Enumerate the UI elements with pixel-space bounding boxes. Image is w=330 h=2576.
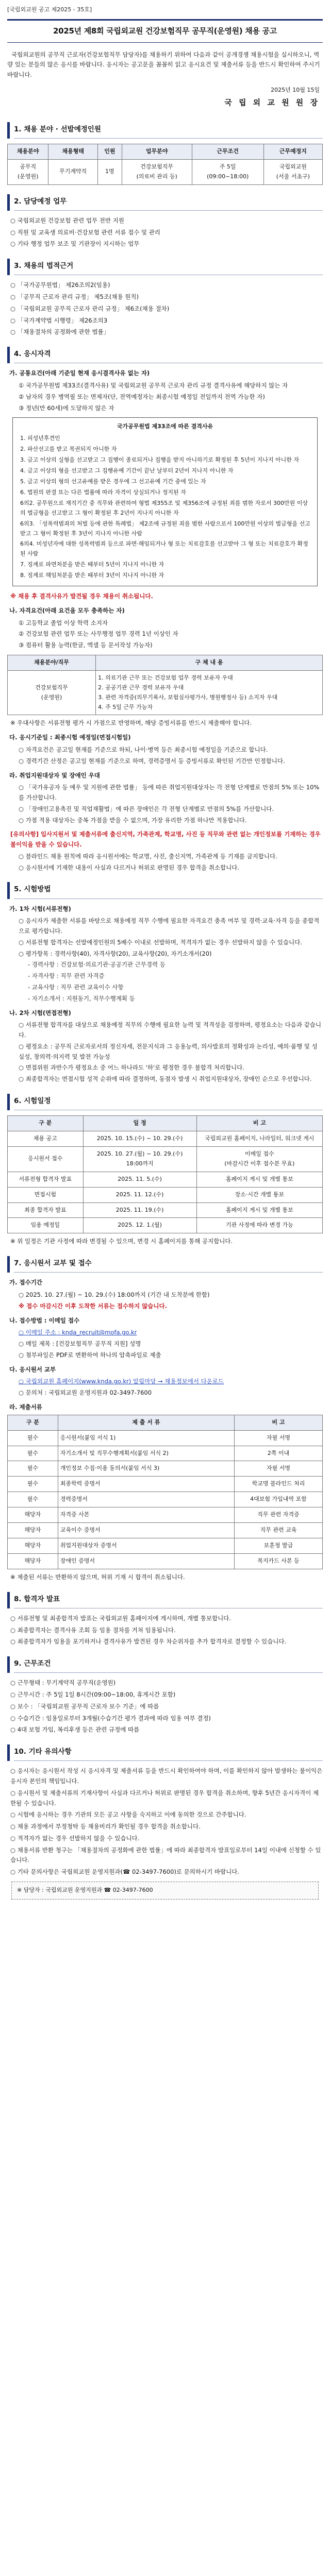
subsection-title: 다. 응시기준일 : 최종시험 예정일(면접시험일) — [9, 734, 131, 741]
list-item: ○ 가점 적용 대상자는 중복 가점을 받을 수 없으며, 가장 유리한 가점 하나만 적용합니다. — [19, 816, 247, 824]
list-item: 5. 금고 이상의 형의 선고유예를 받은 경우에 그 선고유예 기간 중에 있는 자 — [20, 478, 206, 485]
section-conditions — [7, 1656, 323, 1735]
list-item: 8. 징계로 해임처분을 받은 때부터 3년이 지나지 아니한 자 — [20, 572, 164, 579]
list-item: ○ 근무형태 : 무기계약직 공무직(운영원) — [10, 1679, 116, 1687]
th-count: 인원 — [98, 144, 122, 159]
list-item: - 자기소개서 : 지원동기, 직무수행계획 등 — [28, 994, 135, 1002]
table-row: 필수 응시원서(붙임 서식 1) 자필 서명 — [8, 1430, 323, 1446]
section-recruitment-field — [7, 122, 323, 185]
table-row: 건강보험직무 (운영원) 1. 의료기관 근무 또는 건강보험 업무 경력 보유자 우대 2. 공공기관 근무 경력 보유자 우대 3. 관련 자격증(의무기록사, 보험심사평가사, 병원행정사 등) 소지자 우대 4. 주 5일 근무 가능자 — [8, 670, 323, 715]
list-item: ○ 서류전형 합격자는 선발예정인원의 5배수 이내로 선발하며, 적격자가 없는 경우 선발하지 않을 수 있습니다. — [19, 938, 302, 946]
list-item: ○ 기타 행정 업무 보조 및 기관장이 지시하는 업무 — [10, 240, 140, 248]
list-item: ○ 보수 : 「국립외교원 공무직 근로자 보수 기준」에 따름 — [10, 1702, 159, 1710]
list-item: ○ 첨부파일은 PDF로 변환하여 하나의 압축파일로 제출 — [19, 1351, 161, 1359]
th-condition: 근무조건 — [192, 144, 263, 159]
table-row: 필수 자기소개서 및 직무수행계획서(붙임 서식 2) 2쪽 이내 — [8, 1446, 323, 1461]
warning-text: ※ 접수 마감시간 이후 도착한 서류는 접수하지 않습니다. — [19, 1302, 167, 1310]
table-row: 해당자 취업지원대상자 증명서 보훈청 발급 — [8, 1538, 323, 1553]
list-item: ○ 최종합격자는 면접시험 성적 순위에 따라 결정하며, 동점자 발생 시 취업지원대상자, 장애인 순으로 우선합니다. — [19, 1075, 312, 1083]
list-item: 2. 파산선고를 받고 복권되지 아니한 자 — [20, 446, 117, 453]
list-item: ○ 직원 및 교육생 의료비·건강보험 관련 서류 접수 및 관리 — [10, 228, 160, 236]
list-item: 7. 징계로 파면처분을 받은 때부터 5년이 지나지 아니한 자 — [20, 561, 164, 568]
list-item: ③ 컴퓨터 활용 능력(한글, 엑셀 등 문서작성 가능자) — [19, 641, 153, 649]
table-row: 임용 예정일 2025. 12. 1.(월) 기관 사정에 따라 변경 가능 — [8, 1218, 323, 1233]
section-title: 10. 기타 유의사항 — [14, 1744, 323, 1761]
preference-table: 채용분야/직무 구 체 내 용 건강보험직무 (운영원) 1. 의료기관 근무 또는 건강보험 업무 경력 보유자 우대 2. 공공기관 근무 경력 보유자 우대 3. 관련 자격증(의무기록사, 보험심사평가사, 병원행정사 등) 소지자 우대 4. 주 5일 근무 가능자 — [7, 655, 323, 716]
section-qualifications — [7, 347, 323, 873]
list-item: ○ 2025. 10. 27.(월) ~ 10. 29.(수) 18:00까지 (기간 내 도착분에 한함) — [19, 1291, 210, 1299]
subsection-title: 나. 2차 시험(면접전형) — [9, 1009, 71, 1016]
list-item: 3. 금고 이상의 실형을 선고받고 그 집행이 종료되거나 집행을 받지 아니하기로 확정된 후 5년이 지나지 아니한 자 — [20, 456, 299, 464]
signature-block — [7, 86, 320, 110]
table-row: 필수 경력증명서 4대보험 가입내역 포함 — [8, 1492, 323, 1507]
list-item: - 경력사항 : 건강보험·의료기관·공공기관 근무경력 등 — [28, 961, 166, 969]
list-item: ○ 응시자가 제출한 서류를 바탕으로 채용예정 직무 수행에 필요한 자격요건 충족 여부 및 경력·교육·자격 등을 종합적으로 평가합니다. — [19, 917, 320, 935]
subsection-title: 나. 자격요건(아래 요건을 모두 충족하는 자) — [9, 606, 125, 614]
table-row: 필수 최종학력 증명서 학교명 블라인드 처리 — [8, 1477, 323, 1492]
subsection-title: 라. 취업지원대상자 및 장애인 우대 — [9, 771, 100, 779]
notice-date: 2025년 10월 15일 — [271, 87, 320, 93]
th-field: 채용분야 — [8, 144, 48, 159]
list-item: ○ 4대 보험 가입, 복리후생 등은 관련 규정에 따름 — [10, 1726, 140, 1734]
table-row: 필수 개인정보 수집·이용 동의서(붙임 서식 3) 자필 서명 — [8, 1461, 323, 1477]
list-item: 1. 피성년후견인 — [20, 435, 60, 442]
blind-warning: [유의사항] 입사지원서 및 제출서류에 출신지역, 가족관계, 학교명, 사진 등 직무와 관련 없는 개인정보를 기재하는 경우 불이익을 받을 수 있습니다. — [10, 831, 321, 849]
list-item: ○ 채용서류 반환 청구는 「채용절차의 공정화에 관한 법률」에 따라 최종합격자 발표일로부터 14일 이내에 신청할 수 있습니다. — [10, 1846, 321, 1864]
section-announcement — [7, 1592, 323, 1648]
table-row: 해당자 장애인 증명서 복지카드 사본 등 — [8, 1553, 323, 1569]
notice-number: [국립외교원 공고 제2025 - 35호] — [7, 6, 92, 13]
list-item: ③ 정년(만 60세)에 도달하지 않은 자 — [19, 404, 114, 412]
section-title: 3. 채용의 법적근거 — [14, 259, 323, 275]
list-item: ○ 응시자는 응시원서 작성 시 응시자격 및 제출서류 등을 반드시 확인하여야 하며, 이를 확인하지 않아 발생하는 불이익은 응시자 본인의 책임입니다. — [10, 1767, 323, 1785]
list-item: ○ 응시원서 및 제출서류의 기재사항이 사실과 다르거나 허위로 판명된 경우 합격을 취소하며, 향후 5년간 응시자격이 제한될 수 있습니다. — [10, 1789, 319, 1807]
th-type: 채용형태 — [48, 144, 98, 159]
list-item: ○ 블라인드 채용 원칙에 따라 응시원서에는 학교명, 사진, 출신지역, 가족관계 등 기재를 금지합니다. — [19, 852, 277, 860]
list-item: ○ 경력기간 산정은 공고일 현재를 기준으로 하며, 경력증명서 등 증빙서류로 확인된 기간만 인정합니다. — [19, 757, 285, 765]
email-link[interactable]: ○ 이메일 주소 : knda_recruit@mofa.go.kr — [19, 1329, 137, 1336]
list-item: 6. 법원의 판결 또는 다른 법률에 따라 자격이 상실되거나 정지된 자 — [20, 488, 186, 496]
notice-title: 2025년 제8회 국립외교원 건강보험직무 공무직(운영원) 채용 공고 — [7, 19, 323, 43]
section-title: 6. 시험일정 — [14, 1094, 323, 1110]
list-item: ○ 「국가유공자 등 예우 및 지원에 관한 법률」 등에 따른 취업지원대상자는 각 전형 단계별로 만점의 5% 또는 10%를 가산합니다. — [19, 784, 320, 802]
list-item: ○ 「국가계약법 시행령」 제26조의3 — [10, 316, 108, 324]
section-title: 2. 담당예정 업무 — [14, 194, 323, 211]
subsection-title: 가. 공통요건(아래 기준일 현재 응시결격사유 없는 자) — [9, 369, 150, 377]
list-item: ② 건강보험 관련 업무 또는 사무행정 업무 경력 1년 이상인 자 — [19, 630, 178, 638]
subsection-title: 나. 접수방법 : 이메일 접수 — [9, 1316, 80, 1324]
list-item: ○ 면접위원 과반수가 평정요소 중 어느 하나라도 '하'로 평정한 경우 불합격 처리합니다. — [19, 1064, 244, 1072]
warning-text: ※ 채용 후 결격사유가 발견될 경우 채용이 취소됩니다. — [10, 592, 153, 600]
list-item: ○ 문의처 : 국립외교원 운영지원과 02-3497-7600 — [19, 1389, 152, 1397]
list-item: ○ 서류전형 합격자를 대상으로 채용예정 직무의 수행에 필요한 능력 및 적격성을 검정하며, 평정요소는 다음과 같습니다. — [19, 1021, 321, 1039]
section-title: 8. 합격자 발표 — [14, 1592, 323, 1608]
list-item: ○ 응시원서에 기재한 내용이 사실과 다르거나 허위로 판명된 경우 합격을 취소합니다. — [19, 863, 239, 871]
th-duty: 업무분야 — [122, 144, 192, 159]
list-item: 6의3. 「성폭력범죄의 처벌 등에 관한 특례법」 제2조에 규정된 죄를 범한 사람으로서 100만원 이상의 벌금형을 선고받고 그 형이 확정된 후 3년이 지나지 아니한 사람 — [20, 520, 310, 537]
list-item: 6의4. 미성년자에 대한 성폭력범죄 등으로 파면·해임되거나 형 또는 치료감호를 선고받아 그 형 또는 치료감호가 확정된 사람 — [20, 540, 308, 557]
list-item: ○ 서류전형 및 최종합격자 발표는 국립외교원 홈페이지에 게시하며, 개별 통보합니다. — [10, 1614, 231, 1622]
list-item: ○ 기타 문의사항은 국립외교원 운영지원과(☎ 02-3497-7600)로 문의하시기 바랍니다. — [10, 1868, 239, 1876]
section-title: 4. 응시자격 — [14, 347, 323, 363]
list-item: - 자격사항 : 직무 관련 자격증 — [28, 972, 105, 980]
list-item: ○ 자격요건은 공고일 현재를 기준으로 하되, 나이·병역 등은 최종시험 예정일을 기준으로 합니다. — [19, 745, 268, 753]
list-item: - 교육사항 : 직무 관련 교육이수 사항 — [28, 983, 124, 991]
list-item: ○ 최종합격자가 임용을 포기하거나 결격사유가 발견된 경우 차순위자를 추가 합격자로 결정할 수 있습니다. — [10, 1638, 287, 1646]
disqualification-box — [12, 417, 318, 586]
schedule-table: 구 분 일 정 비 고 채용 공고 2025. 10. 15.(수) ~ 10. 29.(수) 국립외교원 홈페이지, 나라일터, 워크넷 게시 응시원서 접수 2025. 10. 27.(월) ~ 10. 29.(수) 18:00까지 이메일 접수 (마감시간 이후 접수분 무효) 서류전형 합격자 발표 2025. 11. 5.(수) 홈페이지 게시 및 개별 통보 면접시험 2025. 11. 12.(수) 장소·시간 개별 통보 최종 합격자 발표 2025. 11. 19.(수) 홈페이지 게시 및 개별 통보 임용 예정일 2025. 12. 1.(월) 기관 사정에 따라 변경 가능 — [7, 1115, 323, 1233]
note-text: ※ 우대사항은 서류전형 평가 시 가점으로 반영하며, 해당 증빙서류를 반드시 제출해야 합니다. — [10, 719, 252, 727]
contact-box: ※ 담당자 : 국립외교원 운영지원과 ☎ 02-3497-7600 — [11, 1882, 319, 1900]
section-exam-method — [7, 882, 323, 1084]
documents-table: 구 분 제 출 서 류 비 고 필수 응시원서(붙임 서식 1) 자필 서명 필수 자기소개서 및 직무수행계획서(붙임 서식 2) 2쪽 이내 필수 개인정보 수집·이용 동의서(붙임 서식 3) 자필 서명 필수 최종학력 증명서 학교명 블라인드 처리 필수 경력증명서 4대보험 가입내역 포함 해당자 자격증 사본 직무 관련 자격증 해당자 교육이수 증명서 직무 관련 교육 해당자 취업지원대상자 증명서 보훈청 발급 해당자 장애인 증명서 복지카드 사본 등 — [7, 1415, 323, 1569]
table-row: 공무직 (운영원) 무기계약직 1명 건강보험직무 (의료비 관리 등) 주 5일 (09:00~18:00) 국립외교원 (서울 서초구) — [8, 159, 323, 184]
list-item: ○ 「공무직 근로자 관리 규정」 제5조(채용 원칙) — [10, 293, 139, 301]
section-title: 5. 시험방법 — [14, 882, 323, 899]
section-notes — [7, 1744, 323, 1900]
list-item: ○ 최종합격자는 결격사유 조회 등 임용 절차를 거쳐 임용됩니다. — [10, 1626, 176, 1634]
list-item: ① 고등학교 졸업 이상 학력 소지자 — [19, 619, 108, 626]
recruitment-table — [7, 144, 323, 185]
issuing-org: 국 립 외 교 원 원 장 — [224, 97, 320, 107]
table-row: 응시원서 접수 2025. 10. 27.(월) ~ 10. 29.(수) 18:00까지 이메일 접수 (마감시간 이후 접수분 무효) — [8, 1146, 323, 1172]
table-row: 채용 공고 2025. 10. 15.(수) ~ 10. 29.(수) 국립외교원 홈페이지, 나라일터, 워크넷 게시 — [8, 1131, 323, 1146]
subsection-title: 다. 응시원서 교부 — [9, 1365, 56, 1373]
subsection-title: 가. 접수기간 — [9, 1279, 42, 1286]
section-title: 7. 응시원서 교부 및 접수 — [14, 1256, 323, 1273]
list-item: ○ 근무시간 : 주 5일 1일 8시간(09:00~18:00, 휴게시간 포함) — [10, 1691, 176, 1699]
section-title: 9. 근무조건 — [14, 1656, 323, 1673]
list-item: ○ 평가항목 : 경력사항(40), 자격사항(20), 교육사항(20), 자기소개서(20) — [19, 950, 212, 957]
table-row: 해당자 교육이수 증명서 직무 관련 교육 — [8, 1523, 323, 1538]
th-location: 근무예정지 — [263, 144, 322, 159]
list-item: ○ 「채용절차의 공정화에 관한 법률」 — [10, 328, 110, 336]
notice-intro: 국립외교원의 공무직 근로자(건강보험직무 담당자)를 채용하기 위하여 다음과 같이 공개경쟁 채용시험을 실시하오니, 역량 있는 분들의 많은 응시를 바랍니다. 응시자는 공고문을 꼼꼼히 읽고 응시요건 및 제출서류 등을 반드시 확인하여 주시기 바랍니다. — [7, 50, 320, 79]
list-item: ○ 수습기간 : 임용일로부터 3개월(수습기간 평가 결과에 따라 임용 여부 결정) — [10, 1714, 211, 1722]
list-item: ○ 국립외교원 건강보험 관련 업무 전반 지원 — [10, 216, 124, 224]
disqualification-title: 국가공무원법 제33조에 따른 결격사유 — [117, 423, 213, 430]
list-item: ○ 메일 제목 : [건강보험직무 공무직 지원] 성명 — [19, 1340, 141, 1348]
table-row: 서류전형 합격자 발표 2025. 11. 5.(수) 홈페이지 게시 및 개별 통보 — [8, 1172, 323, 1187]
list-item: ○ 「장애인고용촉진 및 직업재활법」에 따른 장애인은 각 전형 단계별로 만점의 5%를 가산합니다. — [19, 805, 274, 812]
section-title: 1. 채용 분야 · 선발예정인원 — [14, 122, 323, 139]
list-item: ① 국가공무원법 제33조(결격사유) 및 국립외교원 공무직 근로자 관리 규정 결격사유에 해당하지 않는 자 — [19, 382, 288, 389]
note-text: ※ 제출된 서류는 반환하지 않으며, 허위 기재 시 합격이 취소됩니다. — [10, 1573, 185, 1581]
note-text: ※ 위 일정은 기관 사정에 따라 변경될 수 있으며, 변경 시 홈페이지를 통해 공지합니다. — [10, 1238, 233, 1245]
section-schedule — [7, 1094, 323, 1247]
list-item: ○ 채용 과정에서 부정청탁 등 채용비리가 확인될 경우 합격을 취소합니다. — [10, 1823, 201, 1831]
homepage-link[interactable]: ○ 국립외교원 홈페이지(www.knda.go.kr) 알림마당 → 채용정보에서 다운로드 — [19, 1378, 224, 1385]
section-duties — [7, 194, 323, 250]
list-item: 4. 금고 이상의 형을 선고받고 그 집행유예 기간이 끝난 날부터 2년이 지나지 아니한 자 — [20, 467, 234, 474]
subsection-title: 라. 제출서류 — [9, 1403, 42, 1411]
list-item: ○ 「국립외교원 공무직 근로자 관리 규정」 제6조(채용 절차) — [10, 304, 170, 312]
subsection-title: 가. 1차 시험(서류전형) — [9, 905, 71, 912]
list-item: ○ 「국가공무원법」 제26조의2(임용) — [10, 281, 110, 289]
section-legal-basis — [7, 259, 323, 337]
list-item: ○ 평정요소 : 공무직 근로자로서의 정신자세, 전문지식과 그 응용능력, 의사발표의 정확성과 논리성, 예의·품행 및 성실성, 창의력·의지력 및 발전 가능성 — [19, 1042, 318, 1060]
list-item: ② 남자의 경우 병역필 또는 면제자(단, 전역예정자는 최종시험 예정일 전일까지 전역 가능한 자) — [19, 393, 265, 400]
table-row: 해당자 자격증 사본 직무 관련 자격증 — [8, 1507, 323, 1523]
table-row: 최종 합격자 발표 2025. 11. 19.(수) 홈페이지 게시 및 개별 통보 — [8, 1202, 323, 1218]
list-item: ○ 시험에 응시하는 경우 기관의 모든 공고 사항을 숙지하고 이에 동의한 것으로 간주합니다. — [10, 1811, 246, 1819]
section-application — [7, 1256, 323, 1582]
table-row: 면접시험 2025. 11. 12.(수) 장소·시간 개별 통보 — [8, 1187, 323, 1202]
list-item: 6의2. 공무원으로 재직기간 중 직무와 관련하여 형법 제355조 및 제356조에 규정된 죄를 범한 자로서 300만원 이상의 벌금형을 선고받고 그 형이 확정된 후 2년이 지나지 아니한 자 — [20, 499, 308, 516]
list-item: ○ 적격자가 없는 경우 선발하지 않을 수 있습니다. — [10, 1834, 140, 1842]
